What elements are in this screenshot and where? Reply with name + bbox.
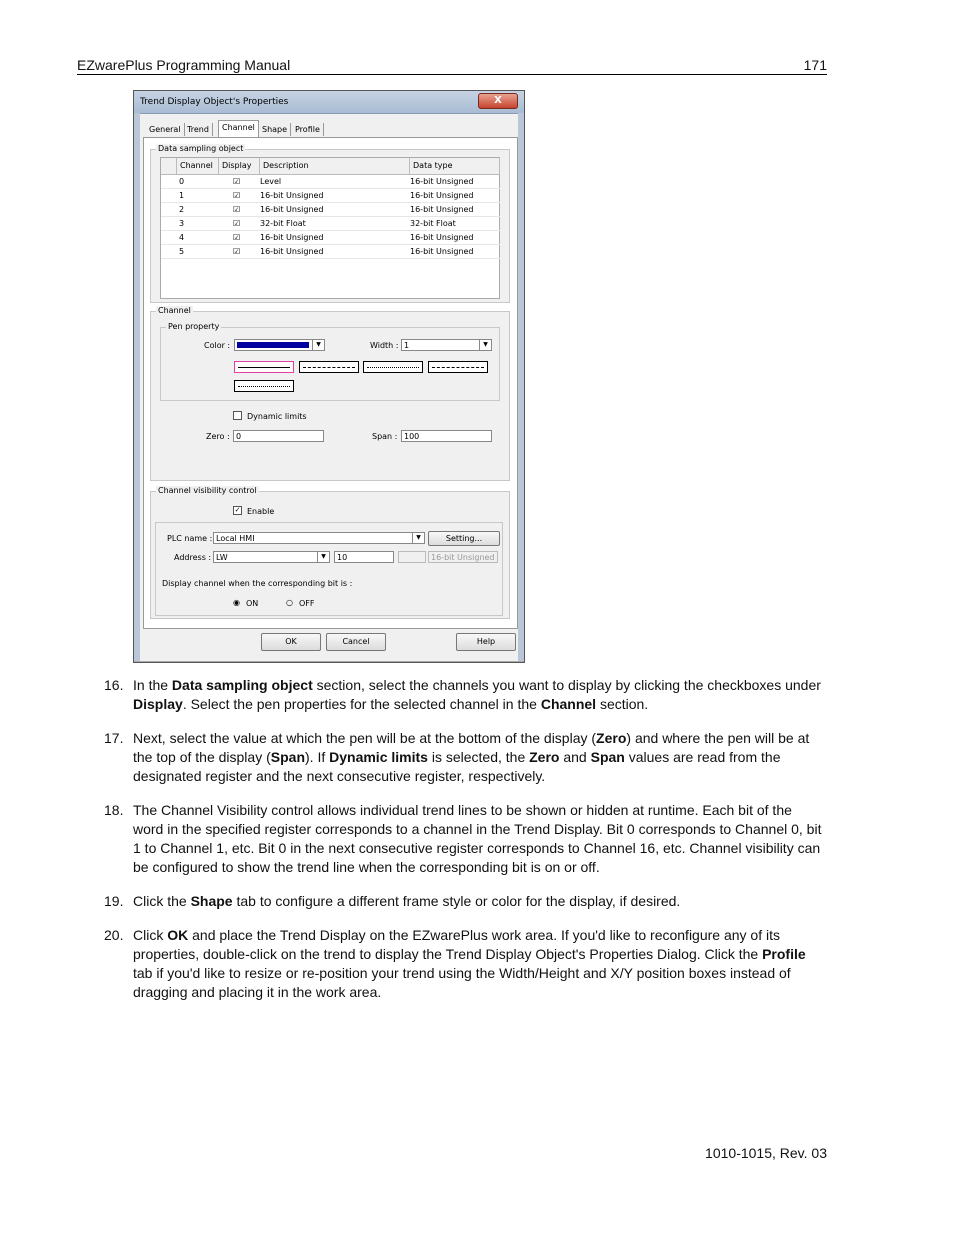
- enable-checkbox[interactable]: ✓: [234, 506, 241, 514]
- emphasis-text: OK: [167, 927, 189, 943]
- on-label: ON: [246, 599, 259, 608]
- emphasis-text: Dynamic limits: [329, 749, 428, 765]
- emphasis-text: Shape: [190, 893, 233, 909]
- enable-label: Enable: [247, 507, 275, 516]
- cancel-button[interactable]: Cancel: [326, 633, 386, 651]
- cell-datatype: 32-bit Float: [410, 219, 456, 228]
- page-number: 171: [803, 57, 827, 73]
- address-value: LW: [216, 553, 228, 562]
- cell-channel: 3: [179, 219, 185, 228]
- cell-datatype: 16-bit Unsigned: [410, 233, 474, 242]
- address-datatype: 16-bit Unsigned: [428, 551, 498, 563]
- list-item: [104, 926, 824, 1002]
- dialog-title: Trend Display Object's Properties: [140, 97, 289, 107]
- emphasis-text: Span: [270, 749, 305, 765]
- cell-datatype: 16-bit Unsigned: [410, 177, 474, 186]
- step-number: 16.: [104, 677, 124, 693]
- cell-description: 16-bit Unsigned: [260, 205, 324, 214]
- emphasis-text: Span: [590, 749, 625, 765]
- address-select[interactable]: [213, 551, 330, 563]
- zero-label: Zero :: [206, 432, 230, 441]
- table-row[interactable]: [161, 231, 500, 245]
- cell-description: 16-bit Unsigned: [260, 247, 324, 256]
- data-sampling-caption: Data sampling object: [158, 144, 244, 153]
- plc-select[interactable]: [213, 532, 425, 544]
- setting-button[interactable]: Setting...: [428, 531, 500, 546]
- column-header-display[interactable]: Display: [219, 158, 260, 175]
- zero-input[interactable]: 0: [233, 430, 324, 442]
- step-text: and: [559, 749, 591, 765]
- list-item: [104, 729, 824, 786]
- channel-caption: Channel: [158, 306, 191, 315]
- column-header-channel[interactable]: Channel: [177, 158, 219, 175]
- plc-value: Local HMI: [216, 534, 255, 543]
- close-button[interactable]: X: [478, 93, 518, 109]
- step-text: Click the: [133, 893, 191, 909]
- off-label: OFF: [299, 599, 315, 608]
- line-style-dot[interactable]: [363, 361, 423, 373]
- address-number-input[interactable]: 10: [334, 551, 394, 563]
- pen-property-caption: Pen property: [168, 322, 220, 331]
- help-button[interactable]: Help: [456, 633, 516, 651]
- display-checkbox[interactable]: ☑: [233, 247, 241, 256]
- span-input[interactable]: 100: [401, 430, 492, 442]
- ok-button[interactable]: OK: [261, 633, 321, 651]
- table-row[interactable]: [161, 217, 500, 231]
- chevron-down-icon[interactable]: ▼: [479, 340, 491, 350]
- step-text: section.: [596, 696, 649, 712]
- address-label: Address :: [174, 553, 212, 562]
- column-header-description[interactable]: Description: [260, 158, 410, 175]
- column-header-datatype[interactable]: Data type: [410, 158, 500, 175]
- line-style-dashdot[interactable]: [428, 361, 488, 373]
- radio-off[interactable]: ○: [286, 598, 293, 607]
- display-checkbox[interactable]: ☑: [233, 191, 241, 200]
- table-corner: [161, 158, 177, 175]
- step-text: . Select the pen properties for the selected channel in the: [182, 696, 541, 712]
- document-revision: 1010-1015, Rev. 03: [705, 1145, 827, 1161]
- dynamic-limits-label: Dynamic limits: [247, 412, 307, 421]
- display-checkbox[interactable]: ☑: [233, 233, 241, 242]
- display-checkbox[interactable]: ☑: [233, 205, 241, 214]
- step-number: 18.: [104, 802, 124, 818]
- step-text: tab to configure a different frame style or color for the display, if desired.: [232, 893, 681, 909]
- emphasis-text: Channel: [540, 696, 597, 712]
- step-text: is selected, the: [427, 749, 530, 765]
- instruction-list: [104, 676, 824, 1017]
- step-text: section, select the channels you want to display by clicking the checkboxes under: [312, 677, 821, 693]
- emphasis-text: Zero: [596, 730, 627, 746]
- span-label: Span :: [372, 432, 398, 441]
- trend-properties-dialog: [133, 90, 525, 663]
- step-number: 17.: [104, 730, 124, 746]
- color-label: Color :: [204, 341, 231, 350]
- display-checkbox[interactable]: ☑: [233, 177, 241, 186]
- list-item: [104, 676, 824, 714]
- step-text: values are read from the designated register and the next consecutive register, respectively.: [133, 749, 781, 784]
- chevron-down-icon[interactable]: ▼: [317, 552, 329, 562]
- manual-title: EZwarePlus Programming Manual: [77, 57, 291, 73]
- page-header: [77, 57, 827, 75]
- chevron-down-icon[interactable]: ▼: [312, 340, 324, 350]
- step-text: tab if you'd like to resize or re-position your trend using the Width/Height and X/Y position boxes instead of dragging and placing it in the work area.: [133, 965, 791, 1000]
- cell-datatype: 16-bit Unsigned: [410, 247, 474, 256]
- dialog-titlebar[interactable]: [134, 91, 524, 114]
- step-text: and place the Trend Display on the EZwarePlus work area. If you'd like to reconfigure any of its properties, double-click on the trend to display the Trend Display Object's Properties Dialog. Click the: [133, 927, 780, 962]
- table-row[interactable]: [161, 175, 500, 189]
- line-style-dashdotdot[interactable]: [234, 380, 294, 392]
- pen-color-swatch: [237, 342, 309, 348]
- visibility-caption: Channel visibility control: [158, 486, 257, 495]
- emphasis-text: Profile: [762, 946, 806, 962]
- display-when-label: Display channel when the corresponding bit is :: [162, 579, 353, 588]
- list-item: [104, 892, 824, 911]
- tab-profile[interactable]: Profile: [292, 123, 324, 136]
- cell-description: Level: [260, 177, 282, 186]
- step-text: ). If: [305, 749, 330, 765]
- step-text: In the: [133, 677, 172, 693]
- step-text: The Channel Visibility control allows individual trend lines to be shown or hidden at runtime. Each bit of the word in the specified register corresponds to a channel in the Trend Display. Bit 0 corresponds to Channel 0, bit 1 to Channel 1, etc. Bit 0 in the next consecutive register corresponds to Channel 16, etc. Channel visibility can be configured to show the trend line when the corresponding bit is on or off.: [133, 802, 822, 875]
- plc-label: PLC name :: [167, 534, 213, 543]
- line-style-solid[interactable]: [234, 361, 294, 373]
- chevron-down-icon[interactable]: ▼: [412, 533, 424, 543]
- address-extra: [398, 551, 426, 563]
- cell-datatype: 16-bit Unsigned: [410, 205, 474, 214]
- cell-channel: 5: [179, 247, 185, 256]
- cell-channel: 0: [179, 177, 185, 186]
- step-text: Next, select the value at which the pen will be at the bottom of the display (: [133, 730, 597, 746]
- emphasis-text: Display: [133, 696, 183, 712]
- cell-channel: 4: [179, 233, 185, 242]
- table-row[interactable]: [161, 203, 500, 217]
- tab-channel[interactable]: Channel: [218, 120, 259, 138]
- tab-trend[interactable]: Trend: [184, 123, 213, 136]
- emphasis-text: Data sampling object: [171, 677, 313, 693]
- frame-right: [518, 113, 524, 661]
- color-picker[interactable]: [234, 339, 325, 351]
- cell-description: 32-bit Float: [260, 219, 306, 228]
- radio-on[interactable]: ◉: [233, 598, 240, 607]
- channel-table: [160, 157, 500, 299]
- table-row[interactable]: [161, 189, 500, 203]
- cell-datatype: 16-bit Unsigned: [410, 191, 474, 200]
- emphasis-text: Zero: [529, 749, 560, 765]
- list-item: [104, 801, 824, 877]
- cell-description: 16-bit Unsigned: [260, 233, 324, 242]
- cell-description: 16-bit Unsigned: [260, 191, 324, 200]
- tab-shape[interactable]: Shape: [259, 123, 291, 136]
- dynamic-limits-checkbox[interactable]: [233, 411, 242, 420]
- step-text: Click: [133, 927, 168, 943]
- table-row[interactable]: [161, 245, 500, 259]
- display-checkbox[interactable]: ☑: [233, 219, 241, 228]
- width-label: Width :: [370, 341, 399, 350]
- step-text: ) and where the pen will be at the top of the display (: [133, 730, 810, 765]
- line-style-dash[interactable]: [299, 361, 359, 373]
- cell-channel: 2: [179, 205, 185, 214]
- cell-channel: 1: [179, 191, 185, 200]
- step-number: 20.: [104, 927, 124, 943]
- width-select[interactable]: [401, 339, 492, 351]
- tab-general[interactable]: General: [146, 123, 185, 136]
- step-number: 19.: [104, 893, 124, 909]
- width-value: 1: [404, 341, 410, 350]
- frame-left: [134, 113, 140, 661]
